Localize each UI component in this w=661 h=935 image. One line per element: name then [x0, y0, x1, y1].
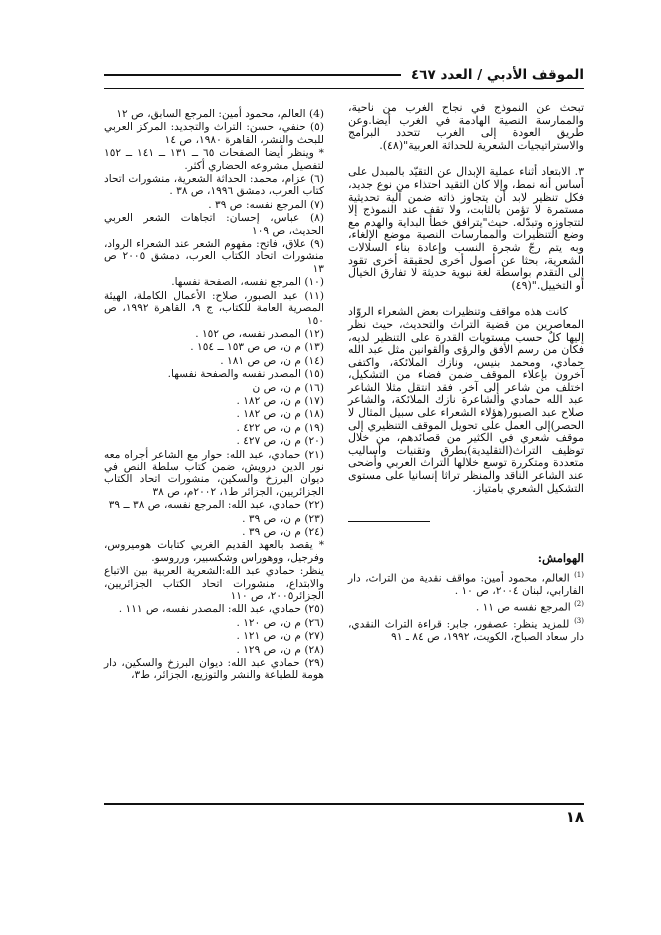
- endnote: * يقصد بالعهد القديم الغربي كتابات هوميروس، وفرجيل، ووهوراس وشكسبير، ورروسو.: [104, 539, 324, 564]
- endnote: (٢٦) م ن، ص ١٢٠ .: [236, 616, 324, 629]
- endnote: (١٦) م ن، ص ن: [252, 381, 324, 394]
- header-underline: [104, 88, 584, 89]
- endnote: (١٢) المصدر نفسه، ص ١٥٢ .: [195, 327, 324, 340]
- endnote: (٢٧) م ن، ص ١٢١ .: [236, 630, 324, 643]
- endnote: * وينظر أيضا الصفحات ٦٥ ــ ١٣١ ــ ١٤١ ــ ١٥٢ لتفصيل مشروعه الحضاري أكثر.: [104, 147, 324, 172]
- body-paragraph: ٣. الابتعاد أثناء عملية الإبدال عن التقيّد بالمبدل على أساس أنه نمط، وإلا كان التقيد احتذاء من نوع جديد، فكل تنظير لابد أن يتجاوز ذاته ضمن آلية تحديثية مستمرة لا تؤمن بالثابت، ولا تقف عند النموذج إلا لتتجاوزه وتبدّله. حيث"يترافق خطأ البداية والهدم مع وضع التنظيرات والممارسات النصية موضع الإلغاء، وبه يتم رجّ شجرة النسب وإعادة بناء السلالات الشعرية، بحثا عن أصول أخرى لحقيقة أخرى تقود إلى التقدم بواسطة لغة نبوية حديثة لا تفارق الخيال أو التخييل."(٤٩): [348, 165, 584, 292]
- endnote: (١٣) م ن، ص ص ١٥٣ ــ ١٥٤ .: [190, 341, 324, 354]
- footnote: [348, 598, 584, 614]
- endnote: (١٨) م ن، ص ١٨٢ .: [236, 408, 324, 421]
- right-column: [348, 102, 584, 742]
- page-number: ١٨: [565, 808, 584, 826]
- endnote: (١٩) م ن، ص ٤٢٢ .: [236, 421, 324, 434]
- footnote-text: العالم، محمود أمين: مواقف نقدية من التراث، دار الفارابي، لبنان ٢٠٠٤، ص ١٠ .: [348, 572, 584, 597]
- page-header: [104, 62, 584, 88]
- endnote: (١١) عبد الصبور، صلاح: الأعمال الكاملة، الهيئة المصرية العامة للكتاب، ج ٩، القاهرة ١٩٩٢، ص ١٥٠: [104, 289, 324, 327]
- endnote: (١٥) المصدر نفسه والصفحة نفسها.: [167, 368, 324, 381]
- footnotes-title: الهوامش:: [537, 551, 584, 566]
- footnote-separator: [348, 521, 430, 522]
- endnote: (٩) علاق، فاتح: مفهوم الشعر عند الشعراء الرواد، منشورات اتحاد الكتاب العرب، دمشق ٢٠٠٥ ص ١٣: [104, 238, 324, 275]
- header-rule: [104, 74, 401, 76]
- endnote: (٢٥) حمادي، عبد الله: المصدر نفسه، ص ١١١ .: [118, 603, 324, 616]
- footnote-text: المرجع نفسه ص ١١ .: [475, 601, 571, 614]
- footnote-number: (3): [574, 617, 584, 626]
- endnote: (١٤) م ن، ص ص ١٨١ .: [220, 354, 324, 367]
- endnote: (٢٠) م ن، ص ٤٢٧ .: [236, 435, 324, 448]
- left-column: [104, 108, 324, 728]
- endnote: (٨) عباس، إحسان: اتجاهات الشعر العربي الحديث، ص ١٠٩: [104, 212, 324, 237]
- footnote-number: (1): [574, 570, 584, 579]
- endnote: (٢١) حمادي، عبد الله: حوار مع الشاعر أجراه معه نور الدين درويش، ضمن كتاب سلطة النص في ديوان البرزخ والسكين، منشورات اتحاد الكتاب الجزائريين، الجزائر ط١، ٢٠٠٢م، ص ٣٨: [104, 448, 324, 498]
- endnote: (٢٨) م ن، ص ١٢٩ .: [236, 643, 324, 656]
- endnote: (٢٢) حمادي، عبد الله: المرجع نفسه، ص ٣٨ ــ ٣٩: [108, 499, 324, 512]
- footnote-number: (2): [574, 600, 584, 609]
- endnote: (4) العالم، محمود أمين: المرجع السابق، ص ١٢: [116, 108, 324, 120]
- endnote: (٧) المرجع نفسه: ص ٣٩ .: [208, 198, 324, 211]
- endnote: (٢٩) حمادي عبد الله: ديوان البرزخ والسكين، دار هومة للطباعة والنشر والتوزيع، الجزائر، ط٣،: [104, 657, 324, 682]
- body-paragraph: تبحث عن النموذج في نجاح الغرب من ناحية، والممارسة النصية الهادمة في الغرب أيضا.وعن طريق العودة إلى الغرب تتحدد البرامج والاستراتيجيات الشعرية للحداثة العربية"(٤٨).: [348, 101, 584, 152]
- endnote: (٢٤) م ن، ص ٣٩ .: [242, 526, 324, 538]
- endnote: (٦) عزام، محمد: الحداثة الشعرية، منشورات اتحاد كتاب العرب، دمشق ١٩٩٦، ص ٣٨ .: [104, 173, 324, 198]
- endnote: (١٠) المرجع نفسه، الصفحة نفسها.: [171, 276, 324, 289]
- endnote: (٢٣) م ن، ص ٣٩ .: [242, 512, 324, 525]
- footnote: [348, 569, 584, 597]
- footer-rule: [104, 803, 584, 805]
- footnote-text: للمزيد ينظر: عصفور، جابر: قراءة التراث النقدي، دار سعاد الصباح، الكويت، ١٩٩٢، ص ٨٤ ـ ٩١: [348, 618, 584, 644]
- journal-title: الموقف الأدبي / العدد ٤٦٧: [411, 67, 584, 83]
- endnote: (١٧) م ن، ص ١٨٢ .: [236, 394, 324, 407]
- footnote: [348, 615, 584, 643]
- endnote: ينظر: حمادي عبد الله:الشعرية العربية بين الاتباع والابتداع، منشورات اتحاد الكتاب الجزائريين، الجزائر٢٠٠٥، ص ١١٠: [104, 565, 324, 603]
- body-paragraph: كانت هذه مواقف وتنظيرات بعض الشعراء الروّاد المعاصرين من قضية التراث والتحديث، حيث نظر إليها كلٌ حسب مستويات القدرة على التنظير لديه، فكان من رسم الأفق والرؤى والقوانين مثل عبد الله حمادي، ومحمد بنيس، ونازك الملائكة، واكتفى آخرون بإعلاء الموقف ضمن فضاء من التشكيل، اختلف من شاعر إلى آخر. فقد انتقل مثلا الشاعر عبد الله حمادي والشاعرة نازك الملائكة، والشاعر صلاح عبد الصبور(هؤلاء الشعراء على سبيل المثال لا الحصر)إلى العمل على تحويل الموقف التنظيري إلى موقف شعري في الكثير من قصائدهم، من خلال توظيف التراث(التقليدية)بطرق وتقنيات وأساليب متعددة ومتكررة توسع خلالها التراث العربي وأضحى عند الشاعر الناقد والمنظر تراثا إنسانيا على مستوى التشكيل الشعري بامتياز.: [348, 305, 584, 495]
- endnote: (٥) حنفي، حسن: التراث والتجديد: المركز العربي للبحث والنشر، القاهرة ١٩٨٠، ص ١٤: [104, 121, 324, 146]
